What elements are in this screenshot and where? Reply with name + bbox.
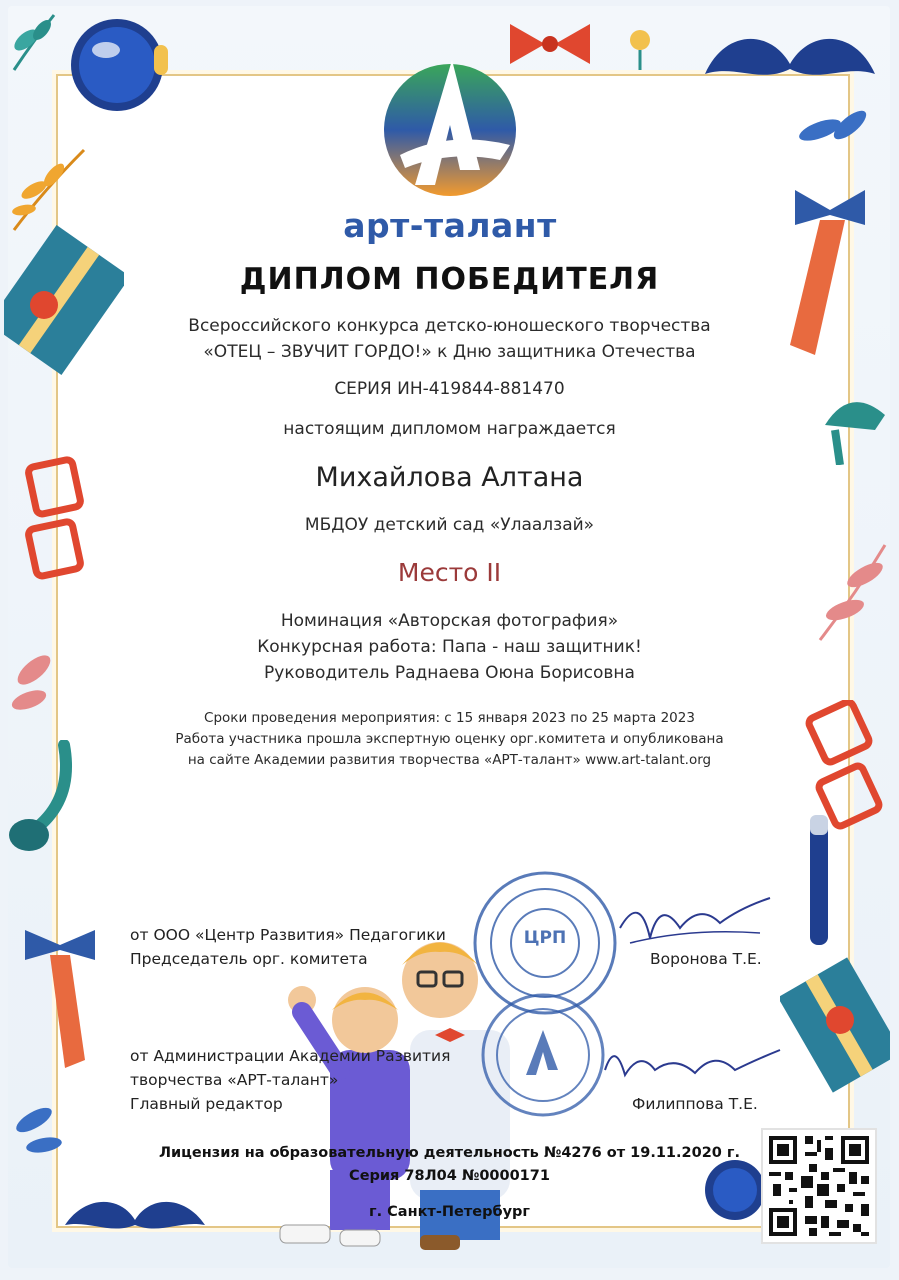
series-number: СЕРИЯ ИН-419844-881470 — [334, 379, 565, 399]
brand-logo-text: арт-талант — [343, 206, 557, 245]
competition-work: Конкурсная работа: Папа - наш защитник! — [257, 637, 642, 657]
org1-line-1: от ООО «Центр Развития» Педагогики — [130, 926, 446, 944]
qr-code-icon — [765, 1132, 873, 1240]
pen-icon — [800, 805, 840, 955]
org2-signer-name: Филиппова Т.Е. — [632, 1095, 758, 1113]
license-line-1: Лицензия на образовательную деятельность №4276 от 19.11.2020 г. — [158, 1145, 741, 1161]
signature-filippova — [595, 1035, 785, 1095]
review-line-2: на сайте Академии развития творчества «АРТ-талант» www.art-talant.org — [187, 752, 712, 768]
academy-stamp-icon — [478, 990, 608, 1120]
awarded-text: настоящим дипломом награждается — [283, 419, 616, 439]
leaf-branch-icon — [4, 10, 64, 80]
recipient-name: Михайлова Алтана — [315, 462, 584, 493]
license-city: г. Санкт-Петербург — [369, 1204, 530, 1220]
stamp-center-text: ЦРП — [523, 928, 567, 948]
contest-line-1: Всероссийского конкурса детско-юношеского творчества — [188, 316, 711, 336]
event-dates: Сроки проведения мероприятия: с 15 января 2023 по 25 марта 2023 — [204, 710, 695, 726]
review-line-1: Работа участника прошла экспертную оценку орг.комитета и опубликована — [175, 731, 724, 747]
gift-box-icon — [780, 950, 890, 1110]
place-award: Место II — [397, 558, 502, 587]
institution: МБДОУ детский сад «Улаалзай» — [304, 515, 595, 535]
pink-leaves-icon — [815, 540, 890, 650]
signature-voronova — [610, 888, 780, 958]
mustache-icon — [700, 24, 880, 104]
org2-line-3: Главный редактор — [130, 1095, 283, 1113]
art-talant-logo-icon — [380, 50, 520, 200]
org1-signer-name: Воронова Т.Е. — [650, 950, 762, 968]
blue-leaves-icon — [790, 100, 880, 160]
tie-icon — [20, 920, 100, 1070]
coffee-cup-icon — [62, 10, 172, 120]
contest-line-2: «ОТЕЦ – ЗВУЧИТ ГОРДО!» к Дню защитника Отечества — [203, 342, 696, 362]
org2-line-1: от Администрации Академии Развития — [130, 1047, 451, 1065]
mustache-icon — [60, 1190, 210, 1250]
org2-line-2: творчества «АРТ-талант» — [130, 1071, 339, 1089]
org1-line-2: Председатель орг. комитета — [130, 950, 368, 968]
license-line-2: Серия 78Л04 №0000171 — [349, 1168, 550, 1184]
supervisor: Руководитель Раднаева Оюна Борисовна — [264, 663, 635, 683]
flower-icon — [610, 10, 670, 70]
nomination: Номинация «Авторская фотография» — [280, 611, 619, 631]
diploma-title: ДИПЛОМ ПОБЕДИТЕЛЯ — [239, 262, 660, 297]
qr-code[interactable] — [761, 1128, 877, 1244]
